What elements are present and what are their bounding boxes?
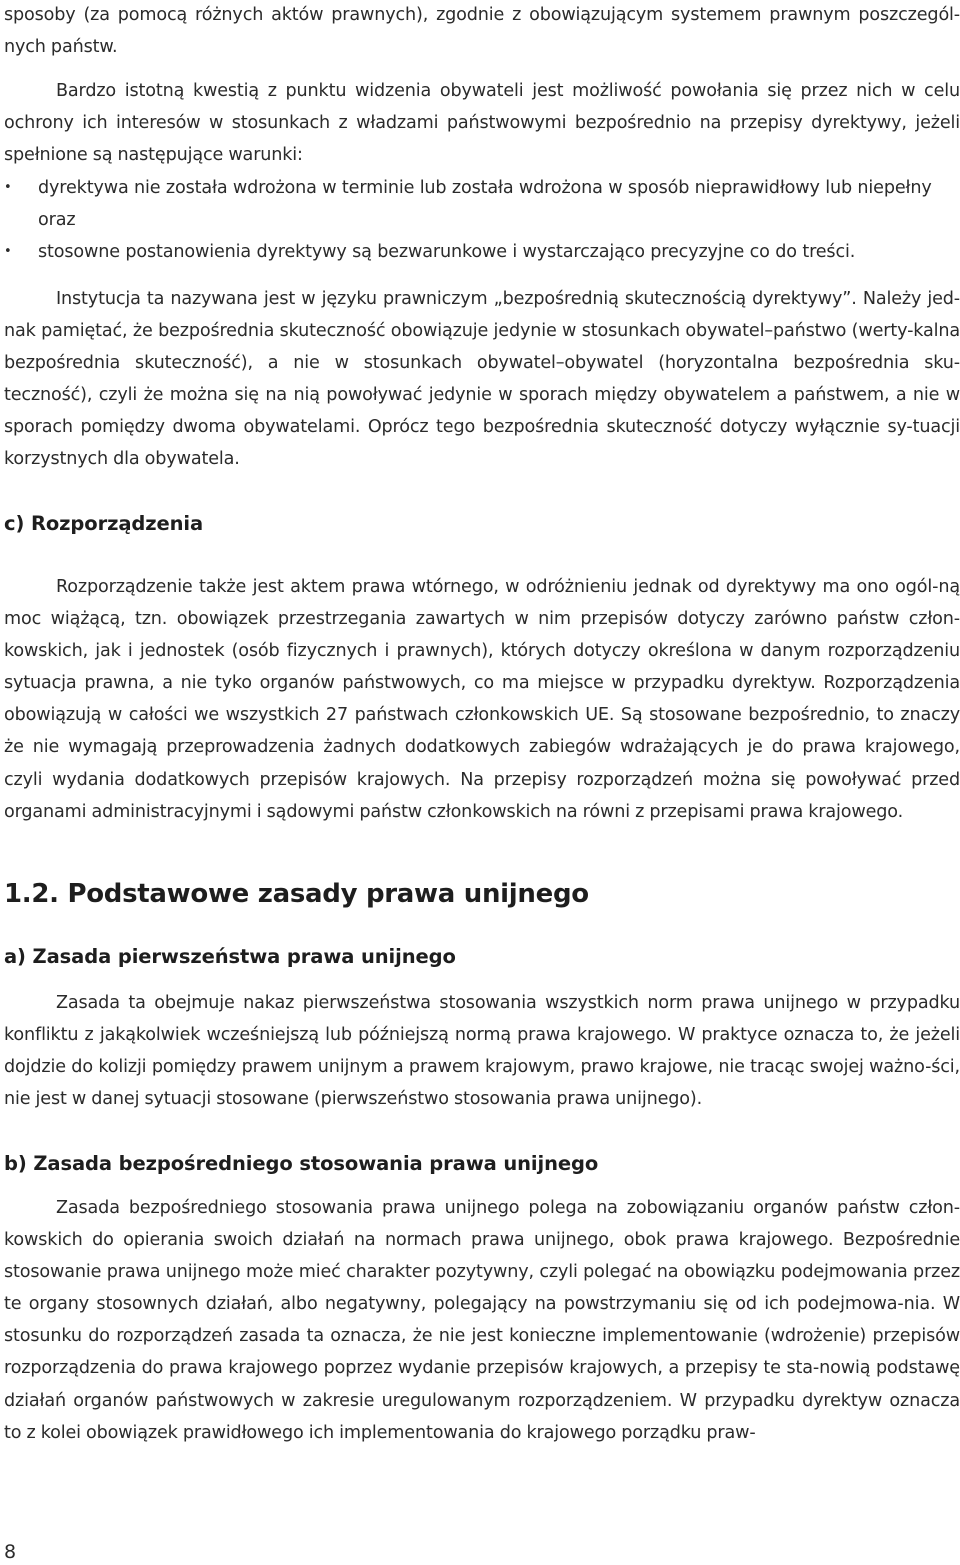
conditions-list: [4, 172, 934, 268]
paragraph-direct-effect-explanation: Instytucja ta nazywana jest w języku prawniczym „bezpośrednią skutecznością dyrektywy”. Należy jed-nak pamiętać, że bezpośrednia skuteczność obowiązuje jedynie w stosunkach obywatel–państwo (werty-kalna bezpośrednia skuteczność), a nie w stosunkach obywatel–obywatel (horyzontalna bezpośrednia sku-teczność), czyli że można się na nią powoływać jedynie w sporach między obywatelem a państwem, a nie w sporach pomiędzy dwoma obywatelami. Oprócz tego bezpośrednia skuteczność dotyczy wyłącznie sy-tuacji korzystnych dla obywatela.: [4, 289, 960, 470]
list-item: [4, 236, 934, 268]
paragraph-direct-application: Zasada bezpośredniego stosowania prawa unijnego polega na zobowiązaniu organów państw człon-kowskich do opierania swoich działań na normach prawa unijnego, obok prawa krajowego. Bezpośrednie stosowanie prawa unijnego może mieć charakter pozytywny, czyli polegać na obowiązku podejmowania przez te organy stosownych działań, albo negatywny, polegający na powstrzymaniu się od ich podejmowa-nia. W stosunku do rozporządzeń zasada ta oznacza, że nie jest konieczne implementowanie (wdrożenie) przepisów rozporządzenia do prawa krajowego poprzez wydanie przepisów krajowych, a przepisy te sta-nowią podstawę działań organów państwowych w zakresie uregulowanym rozporządzeniem. W przypadku dyrektyw oznacza to z kolei obowiązek prawidłowego ich implementowania do krajowego porządku praw-: [4, 1198, 960, 1443]
paragraph-primacy: Zasada ta obejmuje nakaz pierwszeństwa stosowania wszystkich norm prawa unijnego w przypadku konfliktu z jakąkolwiek wcześniejszą lub późniejszą normą prawa krajowego. W praktyce oznacza to, że jeżeli dojdzie do kolizji pomiędzy prawem unijnym a prawem krajowym, prawo krajowe, nie tracąc swojej ważno-ści, nie jest w danej sytuacji stosowane (pierwszeństwo stosowania prawa unijnego).: [4, 993, 960, 1110]
subsection-a-heading: a) Zasada pierwszeństwa prawa unijnego: [4, 945, 456, 968]
subsection-b-heading: b) Zasada bezpośredniego stosowania prawa unijnego: [4, 1152, 599, 1175]
bullet-marker: •: [4, 244, 12, 260]
list-item-text: stosowne postanowienia dyrektywy są bezwarunkowe i wystarczająco precyzyjne co do treści.: [38, 242, 856, 263]
bullet-marker: •: [4, 180, 12, 195]
continuation-paragraph: sposoby (za pomocą różnych aktów prawnych), zgodnie z obowiązującym systemem prawnym poszczegól-nych państw.: [4, 5, 960, 58]
list-item-text: dyrektywa nie została wdrożona w terminie lub została wdrożona w sposób nieprawidłowy lub niepełny oraz: [38, 178, 932, 231]
section-c-heading: c) Rozporządzenia: [4, 512, 204, 535]
section-1-2-heading: 1.2. Podstawowe zasady prawa unijnego: [4, 879, 589, 909]
list-item: [4, 172, 934, 236]
page-number: 8: [4, 1541, 17, 1563]
paragraph-regulations: Rozporządzenie także jest aktem prawa wtórnego, w odróżnieniu jednak od dyrektywy ma ono ogól-ną moc wiążącą, tzn. obowiązek przestrzegania zawartych w nim przepisów dotyczy zarówno państw człon-kowskich, jak i jednostek (osób fizycznych i prawnych), których dotyczy określona w danym rozporządzeniu sytuacja prawna, a nie tyko organów państwowych, co ma miejsce w przypadku dyrektyw. Rozporządzenia obowiązują w całości we wszystkich 27 państwach członkowskich UE. Są stosowane bezpośrednio, to znaczy że nie wymagają przeprowadzenia żadnych dodatkowych zabiegów wdrażających je do prawa krajowego, czyli wydania dodatkowych przepisów krajowych. Na przepisy rozporządzeń można się powoływać przed organami administracyjnymi i sądowymi państw członkowskich na równi z przepisami prawa krajowego.: [4, 577, 960, 822]
paragraph-direct-effect-intro: Bardzo istotną kwestią z punktu widzenia obywateli jest możliwość powołania się przez nich w celu ochrony ich interesów w stosunkach z władzami państwowymi bezpośrednio na przepisy dyrektywy, jeżeli spełnione są następujące warunki:: [4, 81, 960, 166]
